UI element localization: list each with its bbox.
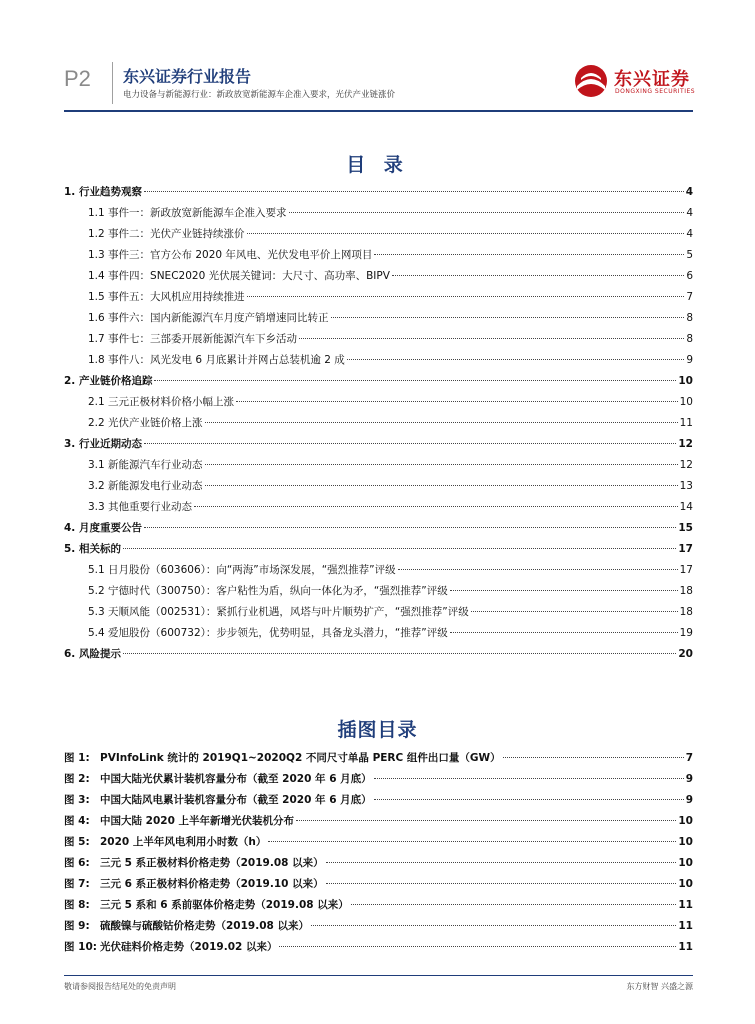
figure-entry-page: 10 [678, 836, 693, 848]
toc-leader-dots [247, 233, 685, 234]
footer-slogan: 东方财智 兴盛之源 [626, 982, 693, 991]
toc-entry[interactable] [64, 434, 693, 455]
figure-entry[interactable] [64, 790, 693, 811]
figure-entry-page: 11 [678, 941, 693, 953]
toc-entry-page: 10 [679, 396, 693, 408]
figure-number: 图 1: [64, 752, 90, 764]
toc-leader-dots [205, 464, 678, 465]
toc-entry-label: 1.7 事件七：三部委开展新能源汽车下乡活动 [88, 333, 298, 345]
toc-entry-label: 1.5 事件五：大风机应用持续推进 [88, 291, 245, 303]
toc-leader-dots [331, 317, 685, 318]
page-footer [64, 975, 693, 1005]
figure-number: 图 5: [64, 836, 90, 848]
figure-entry-label: PVInfoLink 统计的 2019Q1~2020Q2 不同尺寸单晶 PERC 组件出口量（GW） [100, 752, 501, 764]
toc-leader-dots [398, 569, 678, 570]
toc-entry[interactable] [64, 560, 693, 581]
toc-entry[interactable] [64, 413, 693, 434]
toc-entry-page: 4 [686, 228, 693, 240]
logo-text: 东兴证券 [614, 69, 690, 90]
toc-entry-page: 17 [679, 564, 693, 576]
figure-entry-page: 10 [678, 878, 693, 890]
toc-leader-dots [347, 359, 685, 360]
toc-leader-dots [471, 611, 678, 612]
figure-leader-dots [374, 799, 684, 800]
toc-entry-label: 1.3 事件三：官方公布 2020 年风电、光伏发电平价上网项目 [88, 249, 373, 261]
logo-mark-icon [573, 64, 609, 98]
toc-leader-dots [154, 380, 676, 381]
toc-entry-label: 1.8 事件八：风光发电 6 月底累计并网占总装机逾 2 成 [88, 354, 345, 366]
toc-entry[interactable] [64, 602, 693, 623]
figure-entry[interactable] [64, 811, 693, 832]
toc-entry-label: 1.6 事件六：国内新能源汽车月度产销增速同比转正 [88, 312, 329, 324]
toc-leader-dots [450, 632, 678, 633]
header-rule [64, 110, 693, 112]
toc-entry-label: 1.2 事件二：光伏产业链持续涨价 [88, 228, 245, 240]
figure-leader-dots [326, 883, 677, 884]
toc-entry-label: 3.1 新能源汽车行业动态 [88, 459, 203, 471]
figure-number: 图 2: [64, 773, 90, 785]
toc-entry-page: 18 [679, 606, 693, 618]
figure-entry-label: 中国大陆光伏累计装机容量分布（截至 2020 年 6 月底） [100, 773, 372, 785]
toc-leader-dots [144, 443, 676, 444]
toc-entry-label: 5. 相关标的 [64, 543, 121, 555]
toc-entry[interactable] [64, 224, 693, 245]
header-separator [112, 62, 113, 104]
figure-entry-label: 三元 5 系正极材料价格走势（2019.08 以来） [100, 857, 324, 869]
toc-entry-page: 10 [678, 375, 693, 387]
report-subtitle: 电力设备与新能源行业：新政放宽新能源车企准入要求，光伏产业链涨价 [123, 90, 396, 100]
toc-entry[interactable] [64, 518, 693, 539]
toc-entry[interactable] [64, 182, 693, 203]
toc-entry-page: 19 [679, 627, 693, 639]
figure-entry[interactable] [64, 748, 693, 769]
figure-number: 图 6: [64, 857, 90, 869]
toc-entry-label: 1.4 事件四：SNEC2020 光伏展关键词：大尺寸、高功率、BIPV [88, 270, 390, 282]
toc-entry-page: 9 [686, 354, 693, 366]
figure-leader-dots [351, 904, 677, 905]
toc-entry-label: 3.3 其他重要行业动态 [88, 501, 193, 513]
toc-leader-dots [194, 506, 678, 507]
toc-entry-page: 4 [685, 186, 693, 198]
toc-entry[interactable] [64, 644, 693, 665]
toc-entry[interactable] [64, 497, 693, 518]
figure-entry-label: 三元 6 系正极材料价格走势（2019.10 以来） [100, 878, 324, 890]
figure-leader-dots [374, 778, 684, 779]
toc-entry-label: 5.3 天顺风能（002531）：紧抓行业机遇，风塔与叶片顺势扩产，“强烈推荐”评级 [88, 606, 469, 618]
toc-entry[interactable] [64, 266, 693, 287]
toc-entry[interactable] [64, 476, 693, 497]
company-logo [573, 62, 703, 102]
toc-entry-label: 5.2 宁德时代（300750）：客户粘性为盾，纵向一体化为矛，“强烈推荐”评级 [88, 585, 448, 597]
toc-entry-page: 20 [678, 648, 693, 660]
toc-entry-page: 12 [678, 438, 693, 450]
toc-leader-dots [392, 275, 684, 276]
toc-leader-dots [236, 401, 678, 402]
figure-entry-page: 9 [685, 773, 693, 785]
toc-entry-label: 1. 行业趋势观察 [64, 186, 142, 198]
figure-entry-page: 11 [678, 899, 693, 911]
toc-entry-label: 3. 行业近期动态 [64, 438, 142, 450]
figure-entry-label: 2020 上半年风电利用小时数（h） [100, 836, 267, 848]
footer-rule [64, 975, 693, 976]
figure-number: 图 9: [64, 920, 90, 932]
toc-entry[interactable] [64, 371, 693, 392]
figure-number: 图 7: [64, 878, 90, 890]
toc-leader-dots [450, 590, 678, 591]
toc-entry-label: 1.1 事件一：新政放宽新能源车企准入要求 [88, 207, 287, 219]
toc-entry[interactable] [64, 581, 693, 602]
toc-entry-label: 2.1 三元正极材料价格小幅上涨 [88, 396, 235, 408]
figure-leader-dots [311, 925, 676, 926]
figure-entry-label: 三元 5 系和 6 系前驱体价格走势（2019.08 以来） [100, 899, 349, 911]
toc-entry[interactable] [64, 203, 693, 224]
toc-entry[interactable] [64, 245, 693, 266]
toc-entry-page: 7 [686, 291, 693, 303]
toc-entry-page: 8 [686, 333, 693, 345]
figure-entry-page: 9 [685, 794, 693, 806]
toc-entry[interactable] [64, 350, 693, 371]
figure-entry-page: 10 [678, 815, 693, 827]
figure-number: 图 10: [64, 941, 97, 953]
logo-text-en: DONGXING SECURITIES [615, 88, 696, 95]
figure-entry[interactable] [64, 769, 693, 790]
toc-entry[interactable] [64, 308, 693, 329]
figure-entry-label: 中国大陆 2020 上半年新增光伏装机分布 [100, 815, 295, 827]
figure-entry[interactable] [64, 895, 693, 916]
toc-entry-label: 5.1 日月股份（603606）：向“两海”市场深发展，“强烈推荐”评级 [88, 564, 396, 576]
toc-entry[interactable] [64, 287, 693, 308]
toc-leader-dots [247, 296, 685, 297]
figure-entry[interactable] [64, 832, 693, 853]
toc-entry-label: 3.2 新能源发电行业动态 [88, 480, 203, 492]
toc-entry[interactable] [64, 623, 693, 644]
figure-leader-dots [326, 862, 677, 863]
toc-entry-page: 14 [679, 501, 693, 513]
figure-entry-page: 10 [678, 857, 693, 869]
page-number: P2 [64, 66, 91, 91]
toc-title: 目 录 [346, 154, 409, 176]
toc-entry-label: 2.2 光伏产业链价格上涨 [88, 417, 203, 429]
toc-entry-label: 4. 月度重要公告 [64, 522, 142, 534]
toc-entry-page: 13 [679, 480, 693, 492]
figure-entry[interactable] [64, 937, 693, 958]
toc-leader-dots [144, 191, 684, 192]
toc-entry-label: 6. 风险提示 [64, 648, 121, 660]
toc-leader-dots [144, 527, 676, 528]
toc-leader-dots [123, 548, 676, 549]
figure-entry[interactable] [64, 874, 693, 895]
toc-entry-page: 8 [686, 312, 693, 324]
figure-number: 图 8: [64, 899, 90, 911]
toc-entry-page: 17 [678, 543, 693, 555]
toc-leader-dots [289, 212, 685, 213]
figure-entry-label: 中国大陆风电累计装机容量分布（截至 2020 年 6 月底） [100, 794, 372, 806]
toc-entry[interactable] [64, 329, 693, 350]
toc-leader-dots [123, 653, 676, 654]
figure-leader-dots [279, 946, 676, 947]
toc-leader-dots [374, 254, 684, 255]
toc-leader-dots [205, 422, 678, 423]
figure-leader-dots [268, 841, 676, 842]
report-title: 东兴证券行业报告 [123, 67, 252, 86]
toc-entry-page: 12 [679, 459, 693, 471]
toc-entry-page: 6 [686, 270, 693, 282]
toc-entry-label: 5.4 爱旭股份（600732）：步步领先，优势明显，具备龙头潜力，“推荐”评级 [88, 627, 448, 639]
figure-entry[interactable] [64, 853, 693, 874]
toc-entry-page: 5 [686, 249, 693, 261]
toc-leader-dots [205, 485, 678, 486]
figure-entry-label: 硫酸镍与硫酸钴价格走势（2019.08 以来） [100, 920, 309, 932]
figure-leader-dots [296, 820, 676, 821]
table-of-contents [64, 182, 693, 665]
figure-list-title: 插图目录 [337, 719, 418, 741]
footer-disclaimer: 敬请参阅报告结尾处的免责声明 [64, 982, 176, 991]
page-header [0, 0, 755, 120]
figure-list [64, 748, 693, 958]
toc-entry-label: 2. 产业链价格追踪 [64, 375, 153, 387]
toc-entry-page: 11 [679, 417, 693, 429]
toc-entry[interactable] [64, 392, 693, 413]
toc-entry-page: 4 [686, 207, 693, 219]
figure-entry-page: 11 [678, 920, 693, 932]
toc-entry-page: 15 [678, 522, 693, 534]
figure-number: 图 4: [64, 815, 90, 827]
figure-leader-dots [503, 757, 684, 758]
figure-number: 图 3: [64, 794, 90, 806]
figure-entry-page: 7 [685, 752, 693, 764]
figure-entry-label: 光伏硅料价格走势（2019.02 以来） [100, 941, 278, 953]
toc-entry-page: 18 [679, 585, 693, 597]
toc-entry[interactable] [64, 455, 693, 476]
figure-entry[interactable] [64, 916, 693, 937]
toc-leader-dots [299, 338, 684, 339]
toc-entry[interactable] [64, 539, 693, 560]
